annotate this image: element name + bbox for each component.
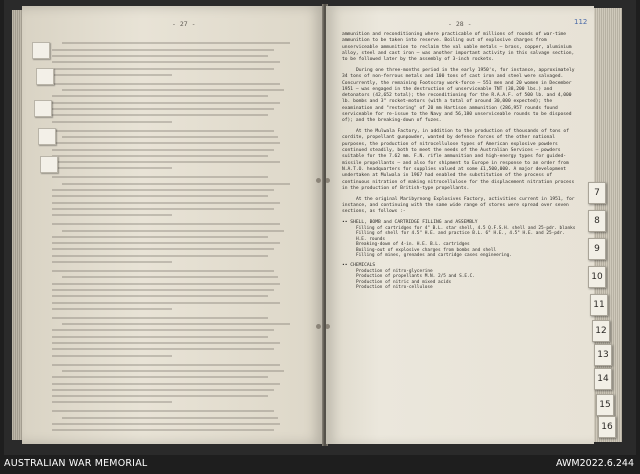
faded-text-line bbox=[52, 242, 280, 244]
index-tab-11[interactable]: 11 bbox=[590, 294, 608, 316]
paragraph: ammunition and reconditioning where practicable of millions of rounds of war-time ammunition to be taken into reserve. Boiling out of explosive charges from unserviceable ammunition to reclaim the val uable metals — brass, copper, aluminium alloy, steel and cast iron — was another important activity in this salvage section, to be followed later by the assembly of 3-inch rockets. bbox=[342, 32, 575, 63]
faded-text-line bbox=[52, 55, 268, 57]
left-page-number: - 27 - bbox=[172, 20, 196, 28]
section-list bbox=[342, 226, 578, 258]
archival-book bbox=[4, 0, 636, 455]
list-item: Filling of mines, grenades and cartridge cases engineering. bbox=[356, 253, 512, 259]
faded-text-line bbox=[52, 423, 280, 425]
index-tab-14[interactable]: 14 bbox=[594, 368, 612, 390]
list-item: Production of nitric and mixed acids bbox=[356, 279, 452, 285]
faded-text-line bbox=[52, 189, 274, 191]
handwritten-ref-number: 112 bbox=[574, 18, 588, 26]
faded-text-line bbox=[52, 329, 274, 331]
index-tab[interactable] bbox=[36, 68, 54, 85]
paragraph: At the original Maribyrnong Explosives Factory, activities current in 1951, for instance, and continuing with the same wide range of stores were spread over seven sections, as follows :- bbox=[342, 196, 575, 215]
faded-text-line bbox=[52, 49, 274, 51]
faded-text-line bbox=[52, 68, 274, 70]
faded-text-line bbox=[52, 376, 268, 378]
list-item: Boiling-out of explosive charges from bombs and shell bbox=[356, 247, 497, 253]
faded-text-line bbox=[62, 42, 290, 44]
faded-text-line bbox=[52, 410, 274, 412]
faded-text-line bbox=[62, 89, 284, 91]
faded-text-line bbox=[62, 370, 284, 372]
faded-text-line bbox=[52, 95, 268, 97]
paragraph: During one three-months period in the early 1950's, for instance, approximately 34 tons of non-ferrous metals and 100 tons of cast iron and steel were salvaged. Concurrently, the remaining Footscray work-force — 551 men and 20 women in December 1951 — was engaged in the destruction of unserviceable TNT (38,200 lbs.) and detonators (42,652 total); the reconditioning for the R.A.A.F. of 500 lb. and 4,000 lb. bombs and 3" rocket-motors (with a total of around 30,000 expected); the examination and "restoring" of 20 mm Hartison ammunition (286,957 rounds found serviceable for re-issue to the Navy and 56,180 unserviceable rounds to be disposed of); and the breaking-down of fuzes. bbox=[342, 67, 575, 124]
list-item: Production of nitro-glycerine bbox=[356, 268, 433, 274]
right-page-number: - 28 - bbox=[448, 20, 472, 28]
index-tab[interactable] bbox=[34, 100, 52, 117]
faded-text-line bbox=[52, 389, 274, 391]
faded-text-line bbox=[62, 276, 278, 278]
list-item: Production of nitro-cellulose bbox=[356, 285, 433, 291]
index-tab-12[interactable]: 12 bbox=[592, 320, 610, 342]
section-list bbox=[342, 269, 578, 291]
faded-text-line bbox=[52, 255, 268, 257]
index-tab-16[interactable]: 16 bbox=[598, 416, 616, 438]
faded-text-line bbox=[52, 130, 274, 132]
index-tab-15[interactable]: 15 bbox=[596, 394, 614, 416]
faded-text-line bbox=[52, 364, 280, 366]
faded-text-line bbox=[52, 155, 268, 157]
faded-text-line bbox=[62, 417, 278, 419]
right-page bbox=[326, 6, 594, 444]
faded-text-line bbox=[62, 183, 290, 185]
faded-text-line bbox=[52, 195, 268, 197]
index-tab-9[interactable]: 9 bbox=[588, 238, 606, 260]
faded-text-line bbox=[52, 176, 268, 178]
faded-text-line bbox=[52, 102, 280, 104]
index-tab[interactable] bbox=[38, 128, 56, 145]
faded-text-line bbox=[62, 136, 278, 138]
faded-text-line bbox=[52, 202, 280, 204]
faded-text-line bbox=[52, 149, 274, 151]
right-page-body bbox=[342, 32, 578, 291]
left-page bbox=[22, 6, 324, 444]
index-tab[interactable] bbox=[40, 156, 58, 173]
faded-text-line bbox=[52, 395, 268, 397]
catalogue-id: AWM2022.6.244 bbox=[556, 458, 634, 469]
faded-text-line bbox=[52, 167, 172, 169]
faded-text-line bbox=[52, 161, 280, 163]
faded-text-line bbox=[52, 308, 172, 310]
faded-text-line bbox=[52, 248, 274, 250]
faded-text-line bbox=[52, 61, 280, 63]
list-item: Breaking-down of 4-in. H.E. B.L. cartridges bbox=[356, 242, 470, 248]
faded-text-line bbox=[52, 295, 268, 297]
faded-text-line bbox=[52, 208, 274, 210]
faded-text-line bbox=[52, 121, 172, 123]
faded-text-line bbox=[52, 214, 172, 216]
faded-text-line bbox=[62, 323, 290, 325]
faded-text-line bbox=[52, 401, 172, 403]
index-tab-8[interactable]: 8 bbox=[588, 210, 606, 232]
faded-text-line bbox=[52, 336, 268, 338]
faded-text-line bbox=[52, 223, 280, 225]
faded-text-line bbox=[52, 348, 274, 350]
faded-text-line bbox=[52, 317, 268, 319]
faded-text-line bbox=[52, 383, 280, 385]
list-item: Filling of shell for 4.5" H.E. and practice B.L. 6" H.E., 4.5" H.E. and 25-pdr. H.E. rounds bbox=[356, 231, 565, 242]
institution-name: AUSTRALIAN WAR MEMORIAL bbox=[4, 458, 148, 469]
faded-text-line bbox=[52, 355, 172, 357]
faded-text-line bbox=[52, 236, 268, 238]
paragraph: At the Mulwala Factory, in addition to the production of thousands of tons of cordite, propellant gunpowder, wanted by defence forces of the other national purposes, the production of nitrocellulose types of American explosive powders continued steadily, both to meet the needs of the Australian Services — powders suitable for the 7.62 mm. F.N. rifle ammunition and high-energy types for guided-missile propellants — and also for shipment to Europe in response to an order from N.A.T.O. headquarters for supplies valued at some £1,500,000. A major development undertaken at Mulwala in 1967 had enabled the substitution of the process of continuous nitration of making nitrocellulose for the displacement nitration process in the production of British-type propellants. bbox=[342, 129, 575, 191]
punch-hole bbox=[316, 178, 321, 183]
list-item: Filling of cartridges for 4" B.L. star shell, 4.5 Q.F.S.H. shell and 25-pdr. blanks bbox=[356, 226, 576, 232]
list-item: Production of propellants M.N. 2/5 and S.E.C. bbox=[356, 274, 475, 280]
faded-text-line bbox=[52, 83, 280, 85]
faded-text-line bbox=[52, 74, 172, 76]
faded-text-line bbox=[52, 114, 268, 116]
faded-text-line bbox=[52, 429, 274, 431]
section-heading: •• SHELL, BOMB and CARTRIDGE FILLING and ASSEMBLY bbox=[342, 220, 478, 226]
faded-text-line bbox=[52, 261, 172, 263]
index-tab-7[interactable]: 7 bbox=[588, 182, 606, 204]
index-tab[interactable] bbox=[32, 42, 50, 59]
faded-text-line bbox=[52, 289, 274, 291]
punch-hole bbox=[326, 324, 330, 329]
index-tab-13[interactable]: 13 bbox=[594, 344, 612, 366]
punch-hole bbox=[326, 178, 330, 183]
faded-text-line bbox=[52, 270, 274, 272]
faded-text-line bbox=[52, 142, 280, 144]
faded-text-line bbox=[52, 302, 280, 304]
faded-text-line bbox=[62, 230, 284, 232]
section-heading: •• CHEMICALS bbox=[342, 262, 376, 268]
punch-hole bbox=[316, 324, 321, 329]
faded-text-line bbox=[52, 108, 274, 110]
index-tab-10[interactable]: 10 bbox=[588, 266, 606, 288]
faded-text-line bbox=[52, 342, 280, 344]
faded-text-line bbox=[52, 283, 280, 285]
footer-bar bbox=[0, 455, 640, 474]
